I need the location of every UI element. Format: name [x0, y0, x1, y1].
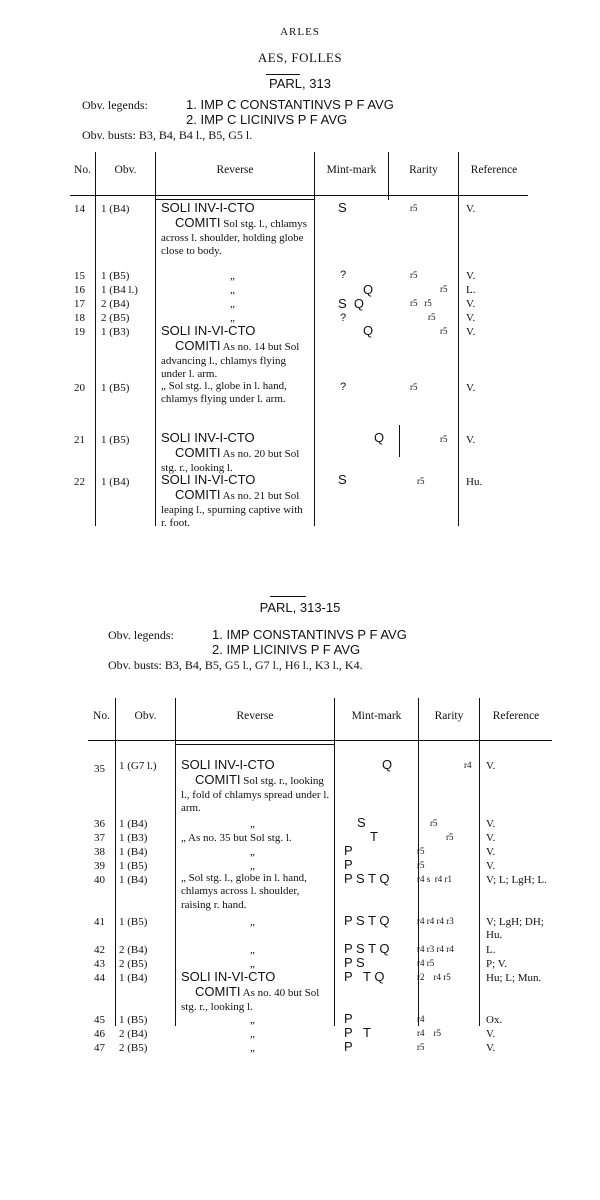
table2-col-divider — [115, 698, 116, 1026]
row-reference: Hu; L; Mun. — [486, 972, 542, 984]
row-reverse: „ — [250, 1014, 255, 1026]
row-rarity: r5 — [430, 818, 438, 828]
row-mintmark: P — [344, 843, 353, 858]
row-no: 40 — [94, 874, 105, 886]
reverse-legend-2: COMITI — [175, 445, 221, 461]
col-header-obv: Obv. — [134, 710, 157, 722]
row-obv: 1 (B5) — [119, 860, 148, 872]
row-no: 43 — [94, 958, 105, 970]
reverse-legend-2: COMITI — [175, 487, 221, 503]
row-rarity: r5 r5 — [410, 298, 432, 308]
row-mintmark: Q — [363, 282, 374, 297]
row-rarity: r4 — [464, 760, 472, 770]
row-mintmark: Q — [363, 323, 374, 338]
row-no: 41 — [94, 916, 105, 928]
reverse-legend: SOLI INV-I-CTO — [161, 200, 255, 215]
row-obv: 1 (B5) — [101, 382, 130, 394]
row-rarity: r4 r4 r4 r3 — [417, 916, 454, 926]
row-no: 17 — [74, 298, 85, 310]
table1-col-divider — [399, 425, 400, 457]
col-header-reverse: Reverse — [216, 164, 254, 176]
row-obv: 2 (B5) — [119, 1042, 148, 1054]
row-reference: V. — [486, 818, 496, 830]
row-no: 35 — [94, 763, 105, 775]
row-no: 16 — [74, 284, 85, 296]
row-obv: 1 (B5) — [101, 270, 130, 282]
col-header-reference: Reference — [470, 164, 518, 176]
row-mintmark: P S T Q — [344, 941, 390, 956]
table1-col-divider — [388, 152, 389, 200]
row-reference: V. — [466, 298, 476, 310]
row-reference: V. — [486, 760, 496, 772]
row-mintmark: P S T Q — [344, 913, 390, 928]
row-rarity: r5 — [417, 1042, 425, 1052]
row-no: 46 — [94, 1028, 105, 1040]
row-obv: 1 (B4) — [119, 972, 148, 984]
row-rarity: r5 — [410, 203, 418, 213]
row-obv: 2 (B5) — [119, 958, 148, 970]
row-reverse: „ — [250, 860, 255, 872]
row-reference: Hu. — [466, 476, 483, 488]
row-reverse: „ — [230, 284, 235, 296]
table2-col-divider — [479, 698, 480, 1026]
row-reverse: „ — [230, 312, 235, 324]
heading-overline — [266, 74, 300, 75]
section2-heading: PARL, 313-15 — [259, 600, 341, 615]
row-mintmark: P T — [344, 1025, 371, 1040]
row-reference: V. — [466, 382, 476, 394]
row-rarity: r5 — [440, 434, 448, 444]
row-reverse — [161, 201, 311, 258]
row-obv: 2 (B4) — [119, 944, 148, 956]
row-reverse: „ — [230, 270, 235, 282]
section1-busts: Obv. busts: B3, B4, B4 l., B5, G5 l. — [82, 128, 253, 142]
row-no: 19 — [74, 326, 85, 338]
row-obv: 1 (B5) — [119, 916, 148, 928]
row-reference: V. — [486, 832, 496, 844]
row-mintmark: Q — [382, 757, 393, 772]
table2-rev-rule — [176, 744, 334, 745]
section1-legends-label: Obv. legends: — [82, 98, 148, 112]
col-header-rarity: Rarity — [409, 164, 438, 176]
row-reference: V. — [486, 1042, 496, 1054]
col-header-rarity: Rarity — [434, 710, 464, 722]
reverse-description: Sol stg. l., chlamys across l. shoulder, holding globe close to body. — [161, 218, 307, 257]
row-mintmark: ? — [340, 269, 347, 281]
row-obv: 1 (B5) — [101, 434, 130, 446]
row-no: 45 — [94, 1014, 105, 1026]
reverse-description: As no. 20 but Sol stg. r., looking l. — [161, 448, 300, 474]
col-header-obv: Obv. — [114, 164, 137, 176]
table1-col-divider — [155, 152, 156, 526]
row-reverse: „ — [250, 1042, 255, 1054]
reverse-description: As no. 21 but Sol leaping l., spurning captive with r. foot. — [161, 490, 303, 527]
row-no: 22 — [74, 476, 85, 488]
reverse-legend-2: COMITI — [175, 338, 221, 354]
reverse-legend-2: COMITI — [175, 215, 221, 231]
row-obv: 1 (B5) — [119, 1014, 148, 1026]
row-reverse: „ — [250, 846, 255, 858]
row-reference: V. — [486, 860, 496, 872]
row-obv: 2 (B4) — [101, 298, 130, 310]
row-mintmark: S — [338, 200, 347, 215]
row-obv: 1 (B4) — [119, 846, 148, 858]
row-rarity: r2 r4 r5 — [417, 972, 451, 982]
row-mintmark: T — [370, 829, 378, 844]
row-no: 44 — [94, 972, 105, 984]
row-reference: V; L; LgH; L. — [486, 874, 547, 886]
row-reverse: „ Sol stg. l., globe in l. hand, chlamys across l. shoulder, raising r. hand. — [181, 872, 307, 911]
row-no: 20 — [74, 382, 85, 394]
row-rarity: r4 r3 r4 r4 — [417, 944, 454, 954]
row-mintmark: P T Q — [344, 969, 385, 984]
row-reference: V. — [466, 270, 476, 282]
row-reverse: „ — [250, 958, 255, 970]
row-reverse — [161, 473, 311, 527]
col-header-no: No. — [74, 164, 91, 176]
row-reverse: „ — [250, 944, 255, 956]
row-reference: Ox. — [486, 1014, 503, 1026]
section2-legend-2: 2. IMP LICINIVS P F AVG — [212, 642, 361, 657]
row-no: 38 — [94, 846, 105, 858]
row-no: 15 — [74, 270, 85, 282]
page-title: AES, FOLLES — [257, 50, 343, 65]
reverse-legend: SOLI IN-VI-CTO — [181, 969, 276, 984]
row-obv: 1 (B4) — [119, 818, 148, 830]
row-mintmark: P — [344, 857, 353, 872]
table2-col-divider — [175, 698, 176, 1026]
reverse-legend: SOLI IN-VI-CTO — [161, 323, 256, 338]
row-reference: V. — [486, 846, 496, 858]
row-rarity: r4 r5 — [417, 1028, 441, 1038]
row-rarity: r4 s r4 r1 — [417, 874, 452, 884]
section2-busts: Obv. busts: B3, B4, B5, G5 l., G7 l., H6 l., K3 l., K4. — [108, 658, 363, 672]
row-rarity: r5 — [417, 476, 425, 486]
row-mintmark: P S T Q — [344, 871, 390, 886]
row-rarity: r4 — [417, 1014, 425, 1024]
col-header-reverse: Reverse — [236, 710, 274, 722]
row-rarity: r4 r5 — [417, 958, 435, 968]
col-header-no: No. — [93, 710, 110, 722]
reverse-legend-2: COMITI — [195, 772, 241, 788]
row-no: 42 — [94, 944, 105, 956]
row-obv: 1 (B3) — [101, 326, 130, 338]
row-no: 36 — [94, 818, 105, 830]
table1-col-divider — [458, 152, 459, 526]
reverse-description: As no. 14 but Sol advancing l., chlamys flying under l. arm. — [161, 341, 300, 380]
heading-overline — [270, 596, 306, 597]
row-mintmark: ? — [340, 381, 347, 393]
row-no: 39 — [94, 860, 105, 872]
row-rarity: r5 — [417, 860, 425, 870]
row-reverse: „ — [250, 1028, 255, 1040]
row-no: 37 — [94, 832, 105, 844]
row-obv: 2 (B5) — [101, 312, 130, 324]
row-reverse: „ — [250, 916, 255, 928]
row-no: 14 — [74, 203, 85, 215]
row-mintmark: S Q — [338, 296, 365, 311]
row-mintmark: P — [344, 1039, 353, 1054]
row-reverse — [161, 324, 311, 381]
row-obv: 1 (B4) — [101, 203, 130, 215]
row-reference: L. — [466, 284, 476, 296]
reverse-legend: SOLI INV-I-CTO — [161, 430, 255, 445]
row-obv: 1 (B3) — [119, 832, 148, 844]
row-reverse — [161, 431, 311, 475]
row-reference: V. — [466, 326, 476, 338]
row-rarity: r5 — [440, 326, 448, 336]
row-rarity: r5 — [410, 270, 418, 280]
section1-legend-1: 1. IMP C CONSTANTINVS P F AVG — [186, 97, 394, 112]
row-no: 47 — [94, 1042, 105, 1054]
row-reference: V. — [466, 434, 476, 446]
row-rarity: r5 — [417, 846, 425, 856]
table2-header-rule — [88, 740, 552, 741]
section2-legends-label: Obv. legends: — [108, 628, 174, 642]
table1-col-divider — [314, 152, 315, 526]
row-no: 18 — [74, 312, 85, 324]
row-obv: 1 (B4) — [101, 476, 130, 488]
row-mintmark: P — [344, 1011, 353, 1026]
section2-legend-1: 1. IMP CONSTANTINVS P F AVG — [212, 627, 407, 642]
row-mintmark: P S — [344, 955, 365, 970]
row-rarity: r5 — [446, 832, 454, 842]
row-reverse: „ Sol stg. l., globe in l. hand, chlamys flying under l. arm. — [161, 380, 287, 406]
row-rarity: r5 — [428, 312, 436, 322]
table1-col-divider — [95, 152, 96, 526]
row-reference: V. — [486, 1028, 496, 1040]
col-header-mintmark: Mint-mark — [351, 710, 402, 722]
row-reference: V; LgH; DH; Hu. — [486, 916, 544, 941]
row-rarity: r5 — [410, 382, 418, 392]
row-mintmark: ? — [340, 312, 347, 324]
col-header-reference: Reference — [492, 710, 540, 722]
row-reference: V. — [466, 312, 476, 324]
row-reference: V. — [466, 203, 476, 215]
row-reverse — [181, 758, 331, 815]
row-no: 21 — [74, 434, 85, 446]
row-reference: P; V. — [486, 958, 508, 970]
row-mintmark: Q — [374, 430, 385, 445]
table1-header-rule — [70, 195, 528, 196]
row-mintmark: S — [357, 815, 366, 830]
reverse-legend: SOLI IN-VI-CTO — [161, 473, 256, 487]
row-obv: 2 (B4) — [119, 1028, 148, 1040]
page-header: ARLES — [280, 26, 320, 38]
row-obv: 1 (B4) — [119, 874, 148, 886]
row-obv: 1 (G7 l.) — [119, 760, 157, 772]
row-reverse: „ — [250, 818, 255, 830]
col-header-mintmark: Mint-mark — [326, 164, 377, 176]
row-reverse: „ As no. 35 but Sol stg. l. — [181, 832, 292, 844]
row-reverse: „ — [230, 298, 235, 310]
table2-col-divider — [334, 698, 335, 1026]
reverse-description: Sol stg. r., looking l., fold of chlamys spread under l. arm. — [181, 775, 330, 814]
reverse-legend: SOLI INV-I-CTO — [181, 757, 275, 772]
reverse-legend-2: COMITI — [195, 984, 241, 1000]
reverse-description: As no. 40 but Sol stg. r., looking l. — [181, 987, 320, 1013]
row-mintmark: S — [338, 472, 347, 487]
row-rarity: r5 — [440, 284, 448, 294]
row-obv: 1 (B4 l.) — [101, 284, 138, 296]
row-reference: L. — [486, 944, 496, 956]
section1-legend-2: 2. IMP C LICINIVS P F AVG — [186, 112, 348, 127]
row-reverse — [181, 970, 331, 1014]
section1-heading: PARL, 313 — [269, 76, 331, 91]
